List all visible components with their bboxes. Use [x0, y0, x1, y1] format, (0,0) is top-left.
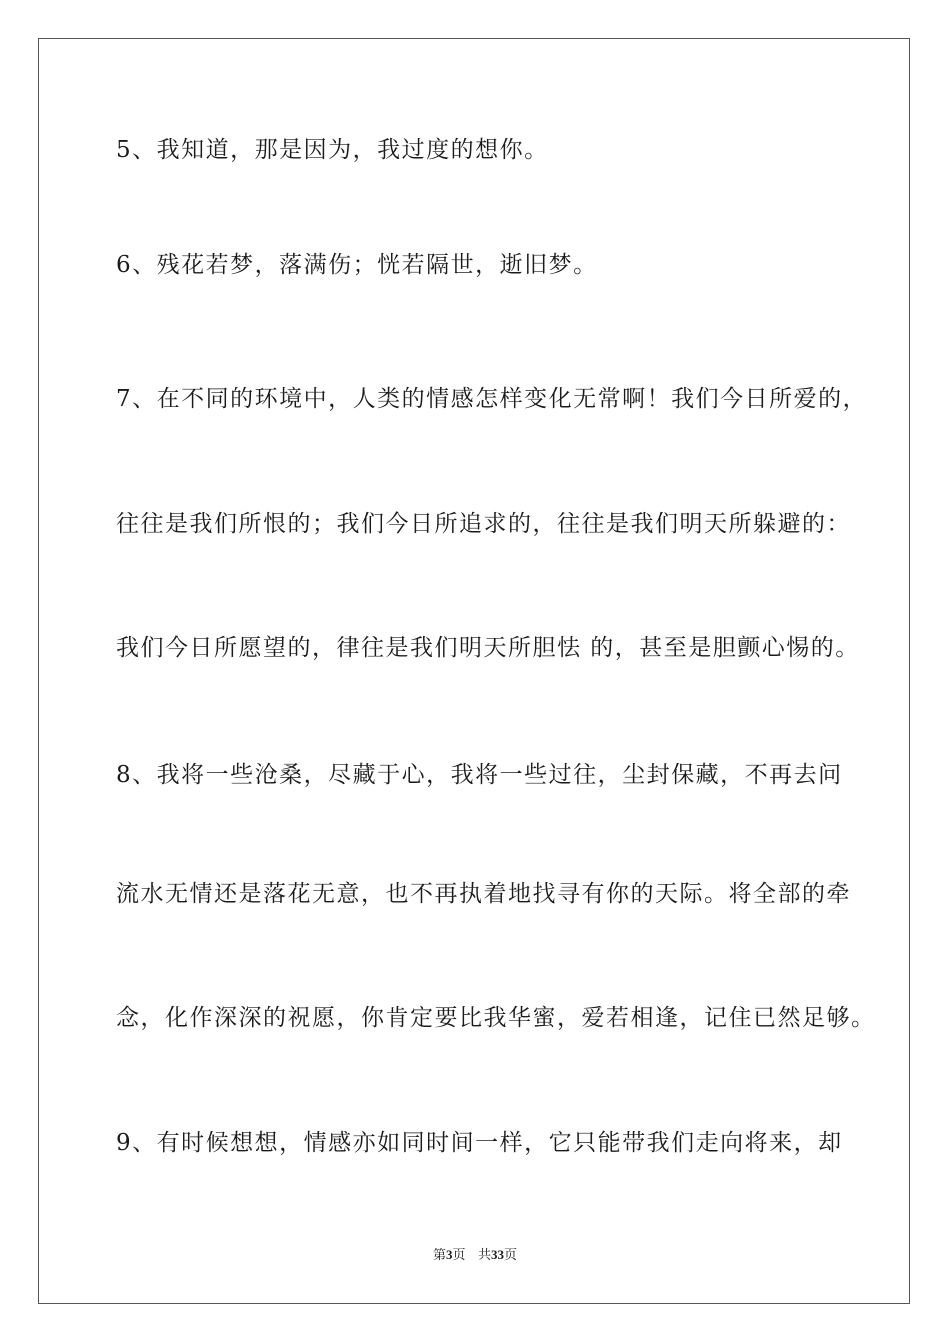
text-line-3: 7、在不同的环境中，人类的情感怎样变化无常啊！我们今日所爱的，: [116, 386, 868, 412]
text-line-2: 6、残花若梦，落满伤；恍若隔世，逝旧梦。: [116, 252, 598, 278]
footer-total-prefix: 共: [477, 1248, 491, 1263]
text-line-8: 念，化作深深的祝愿，你肯定要比我华蜜，爱若相逢，记住已然足够。: [116, 1005, 876, 1031]
total-page-count: 33: [490, 1247, 504, 1262]
footer-page-suffix: 页: [452, 1248, 466, 1263]
text-line-9: 9、有时候想想，情感亦如同时间一样，它只能带我们走向将来，却: [116, 1130, 843, 1156]
text-line-4: 往往是我们所恨的；我们今日所追求的，往往是我们明天所躲避的：: [116, 511, 851, 537]
text-line-6: 8、我将一些沧桑，尽藏于心，我将一些过往，尘封保藏，不再去问: [116, 762, 843, 788]
text-line-5: 我们今日所愿望的，律往是我们明天所胆怯 的，甚至是胆颤心惕的。: [116, 635, 860, 661]
current-page-number: 3: [446, 1247, 453, 1262]
footer-total-suffix: 页: [503, 1248, 517, 1263]
page-border: [38, 38, 910, 1304]
page-footer: [0, 1246, 950, 1265]
text-line-7: 流水无情还是落花无意，也不再执着地找寻有你的天际。将全部的牵: [116, 881, 851, 907]
footer-prefix: 第: [433, 1248, 447, 1263]
text-line-1: 5、我知道，那是因为，我过度的想你。: [116, 137, 549, 163]
